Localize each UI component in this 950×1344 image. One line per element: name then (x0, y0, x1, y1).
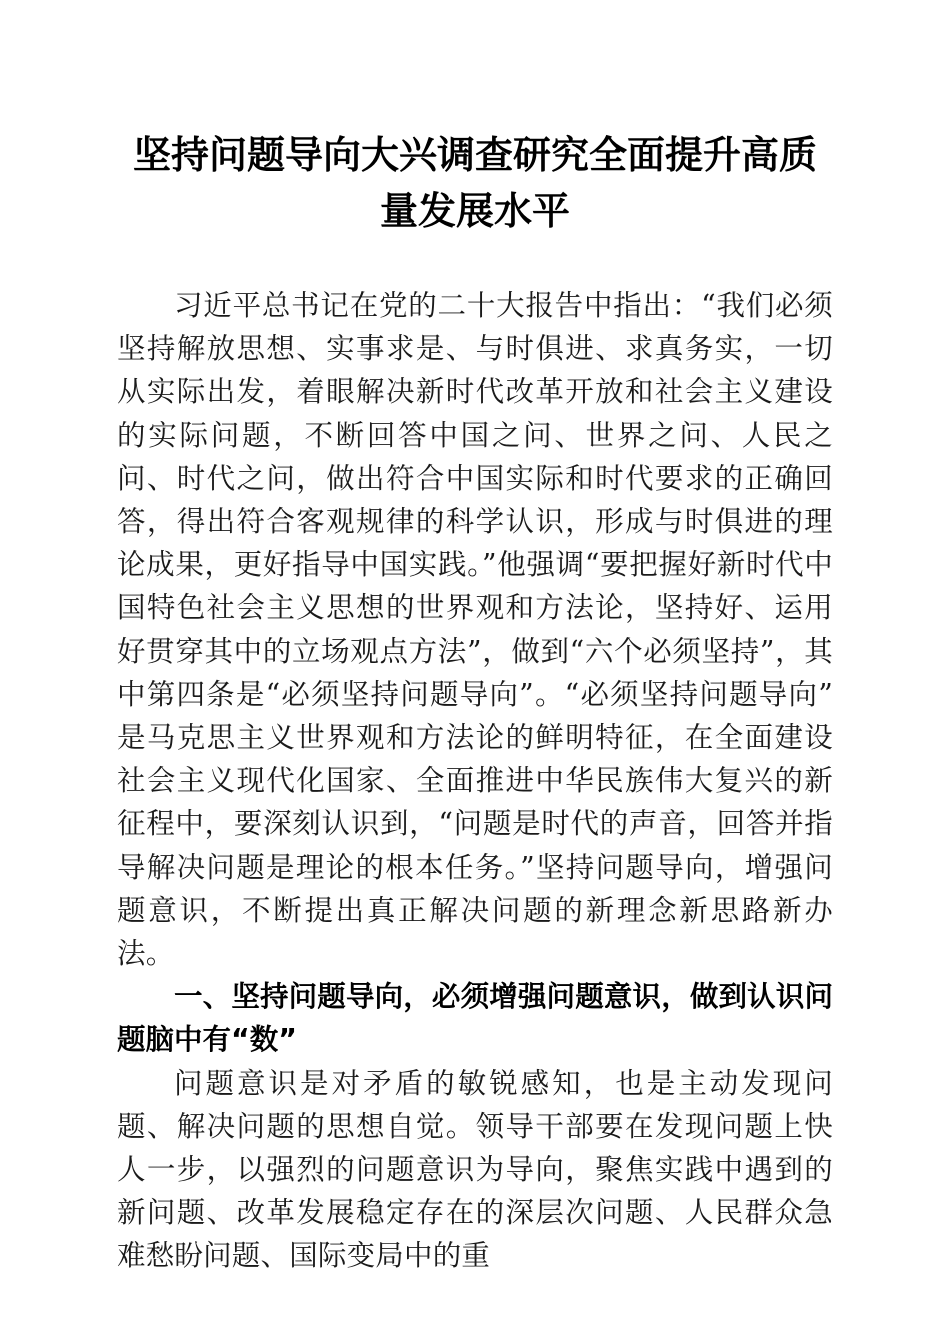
page-title: 坚持问题导向大兴调查研究全面提升高质量发展水平 (132, 132, 817, 233)
body-paragraph-1: 习近平总书记在党的二十大报告中指出：“我们必须坚持解放思想、实事求是、与时俱进、求真务实，一切从实际出发，着眼解决新时代改革开放和社会主义建设的实际问题，不断回答中国之问、世界之问、人民之问、时代之问，做出符合中国实际和时代要求的正确回答，得出符合客观规律的科学认识，形成与时俱进的理论成果，更好指导中国实践。”他强调“要把握好新时代中国特色社会主义思想的世界观和方法论，坚持好、运用好贯穿其中的立场观点方法”，做到“六个必须坚持”，其中第四条是“必须坚持问题导向”。“必须坚持问题导向”是马克思主义世界观和方法论的鲜明特征，在全面建设社会主义现代化国家、全面推进中华民族伟大复兴的新征程中，要深刻认识到，“问题是时代的声音，回答并指导解决问题是理论的根本任务。”坚持问题导向，增强问题意识，不断提出真正解决问题的新理念新思路新办法。 (117, 289, 833, 971)
body-paragraph-2: 问题意识是对矛盾的敏锐感知，也是主动发现问题、解决问题的思想自觉。领导干部要在发现问题上快人一步，以强烈的问题意识为导向，聚焦实践中遇到的新问题、改革发展稳定存在的深层次问题、人民群众急难愁盼问题、国际变局中的重 (117, 1066, 833, 1273)
page-bottom-spacer (117, 1278, 833, 1344)
section-heading-1: 一、坚持问题导向，必须增强问题意识，做到认识问题脑中有“数” (117, 980, 833, 1057)
document-content-column (117, 0, 833, 1344)
